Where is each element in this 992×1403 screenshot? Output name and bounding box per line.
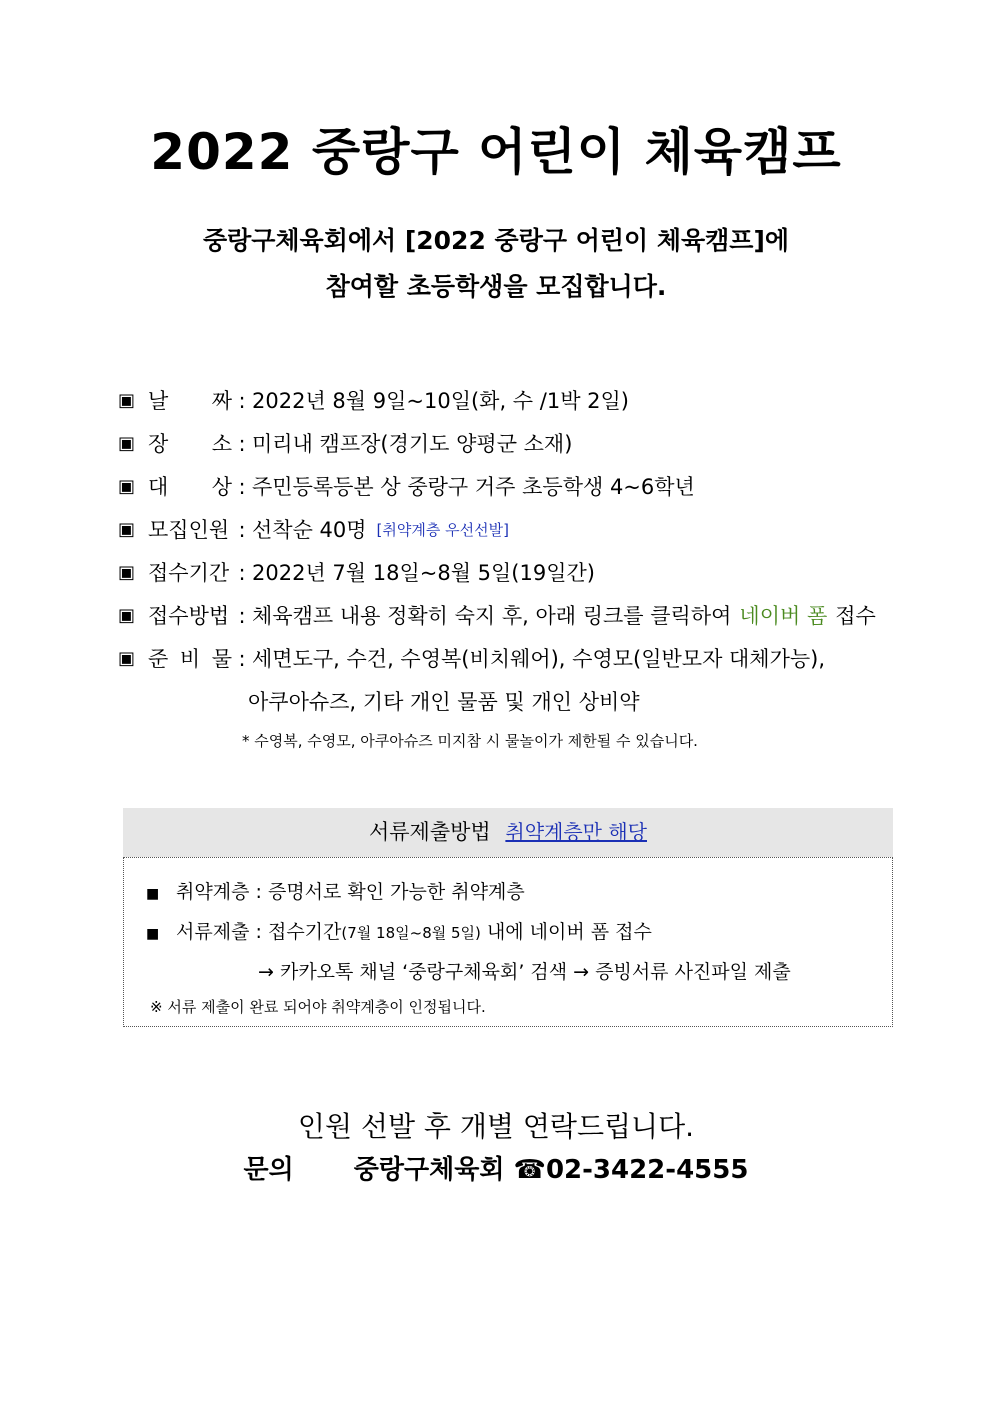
bullet-icon: ▣ [118, 648, 136, 669]
info-value: 주민등록등본 상 중랑구 거주 초등학생 4~6학년 [252, 475, 695, 499]
document-submission-box [123, 808, 893, 1027]
info-value: 세면도구, 수건, 수영복(비치웨어), 수영모(일반모자 대체가능), [252, 647, 826, 671]
info-row-date: ▣ 날 짜 : 2022년 8월 9일~10일(화, 수 /1박 2일) [118, 384, 918, 427]
info-row-items: ▣ 준 비 물 : 세면도구, 수건, 수영복(비치웨어), 수영모(일반모자 대체가능), [118, 642, 918, 685]
info-value: 미리내 캠프장(경기도 양평군 소재) [252, 432, 573, 456]
info-list [118, 384, 918, 754]
info-label: 장 소 [148, 432, 232, 456]
doc-note: ※ 서류 제출이 완료 되어야 취약계층이 인정됩니다. [150, 998, 486, 1016]
info-label: 접수기간 [148, 561, 230, 585]
phone-icon: ☎ [513, 1155, 546, 1185]
items-footnote: * 수영복, 수영모, 아쿠아슈즈 미지참 시 물놀이가 제한될 수 있습니다. [242, 732, 698, 750]
bullet-icon: ▣ [118, 562, 136, 583]
info-row-place: ▣ 장 소 : 미리내 캠프장(경기도 양평군 소재) [118, 427, 918, 470]
square-bullet-icon: ■ [146, 926, 160, 942]
info-row-recruit: ▣ 모집인원 : 선착순 40명 [취약계층 우선선발] [118, 513, 918, 556]
bullet-icon: ▣ [118, 476, 136, 497]
info-label: 준 비 물 [148, 647, 232, 671]
intro-line-2: 참여할 초등학생을 모집합니다. [325, 272, 667, 301]
closing-text: 인원 선발 후 개별 연락드립니다. [297, 1110, 695, 1143]
box-header-title: 서류제출방법 [368, 820, 491, 844]
info-label: 모집인원 [148, 518, 230, 542]
contact-phone[interactable]: 02-3422-4555 [545, 1155, 749, 1185]
contact-line [0, 1149, 992, 1191]
info-value: 2022년 8월 9일~10일(화, 수 /1박 2일) [252, 389, 630, 413]
box-body [123, 857, 893, 1027]
info-label: 날 짜 [148, 389, 232, 413]
info-label: 대 상 [148, 475, 232, 499]
intro-text [0, 218, 992, 310]
info-value: 체육캠프 내용 정확히 숙지 후, 아래 링크를 클릭하여 [252, 604, 732, 628]
info-label: 접수방법 [148, 604, 230, 628]
bullet-icon: ▣ [118, 390, 136, 411]
naver-form-link[interactable]: 네이버 폼 [739, 604, 828, 628]
bullet-icon: ▣ [118, 519, 136, 540]
bullet-icon: ▣ [118, 433, 136, 454]
intro-line-1: 중랑구체육회에서 [2022 중랑구 어린이 체육캠프]에 [202, 226, 790, 255]
info-items-line-2: 아쿠아슈즈, 기타 개인 물품 및 개인 상비약 [248, 690, 640, 714]
info-value: 선착순 40명 [252, 518, 367, 542]
info-row-method: ▣ 접수방법 : 체육캠프 내용 정확히 숙지 후, 아래 링크를 클릭하여 네이버 폼 접수 [118, 599, 918, 642]
doc-row-submit: ■ 서류제출 : 접수기간(7월 18일~8월 5일) 내에 네이버 폼 접수 [146, 912, 892, 952]
info-row-period: ▣ 접수기간 : 2022년 7월 18일~8월 5일(19일간) [118, 556, 918, 599]
vulnerable-only-link[interactable]: 취약계층만 해당 [505, 820, 647, 844]
page-title: 2022 중랑구 어린이 체육캠프 [150, 123, 842, 181]
box-header [123, 808, 893, 857]
info-value: 2022년 7월 18일~8월 5일(19일간) [252, 561, 595, 585]
square-bullet-icon: ■ [146, 886, 160, 902]
doc-row-vulnerable: ■ 취약계층 : 증명서로 확인 가능한 취약계층 [146, 872, 892, 912]
info-row-target: ▣ 대 상 : 주민등록등본 상 중랑구 거주 초등학생 4~6학년 [118, 470, 918, 513]
priority-note: [취약계층 우선선발] [376, 521, 509, 539]
contact-org: 중랑구체육회 [353, 1155, 505, 1185]
doc-row-kakao: → 카카오톡 채널 ‘중랑구체육회’ 검색 → 증빙서류 사진파일 제출 [258, 961, 791, 983]
contact-label: 문의 [243, 1155, 294, 1185]
bullet-icon: ▣ [118, 605, 136, 626]
